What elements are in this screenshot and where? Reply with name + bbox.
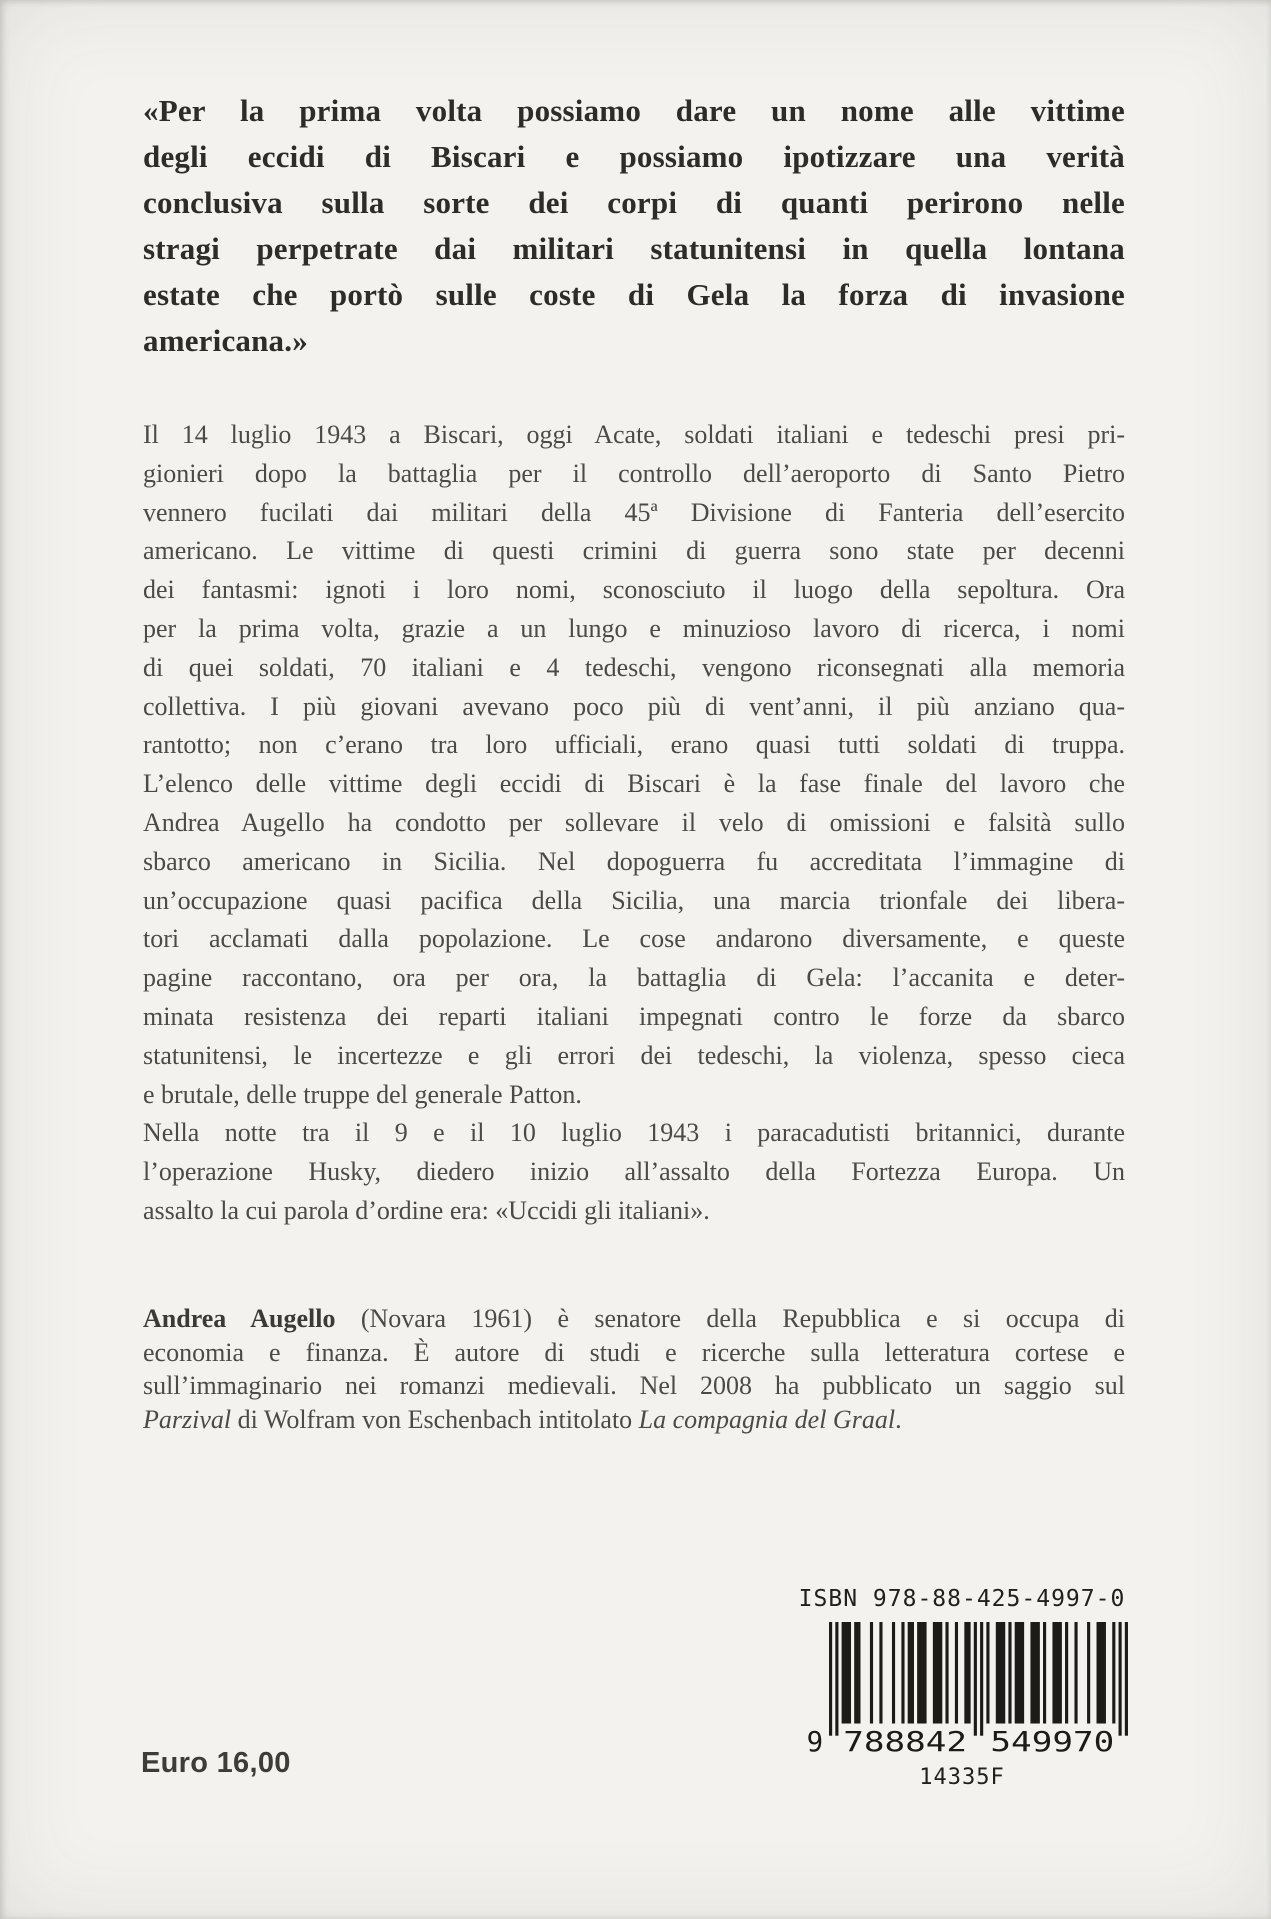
synopsis-line: pagine raccontano, ora per ora, la battaglia di Gela: l’accanita e deter- [143, 963, 1125, 993]
quote-line: degli eccidi di Biscari e possiamo ipotizzare una verità [143, 139, 1125, 174]
synopsis-line: statunitensi, le incertezze e gli errori dei tedeschi, la violenza, spesso cieca [143, 1040, 1125, 1070]
svg-text:788842: 788842 [843, 1726, 968, 1756]
cover-quote [143, 88, 1125, 364]
synopsis-line: americano. Le vittime di questi crimini di guerra sono state per decenni [143, 536, 1125, 566]
svg-text:549970: 549970 [990, 1726, 1115, 1756]
synopsis-line: sbarco americano in Sicilia. Nel dopoguerra fu accreditata l’immagine di [143, 846, 1125, 876]
synopsis-line: Nella notte tra il 9 e il 10 luglio 1943 i paracadutisti britannici, durante [143, 1118, 1125, 1148]
print-code: 14335F [919, 1765, 1005, 1790]
synopsis-line: Andrea Augello ha condotto per sollevare il velo di omissioni e falsità sullo [143, 807, 1125, 837]
bio-line [143, 1302, 1125, 1336]
synopsis-line: di quei soldati, 70 italiani e 4 tedeschi, vengono riconsegnati alla memoria [143, 652, 1125, 682]
quote-line: stragi perpetrate dai militari statunitensi in quella lontana [143, 231, 1125, 266]
synopsis-line: vennero fucilati dai militari della 45ª Divisione di Fanteria dell’esercito [143, 497, 1125, 527]
quote-line: conclusiva sulla sorte dei corpi di quanti perirono nelle [143, 185, 1125, 220]
bio-line: Parzival di Wolfram von Eschenbach intitolato La compagnia del Graal. [143, 1404, 902, 1434]
synopsis-line: e brutale, delle truppe del generale Patton. [143, 1079, 582, 1109]
ean13-barcode [794, 1622, 1130, 1756]
bio-line: sull’immaginario nei romanzi medievali. Nel 2008 ha pubblicato un saggio sul [143, 1371, 1125, 1401]
synopsis-line: collettiva. I più giovani avevano poco più di vent’anni, il più anziano qua- [143, 691, 1125, 721]
synopsis-line: assalto la cui parola d’ordine era: «Uccidi gli italiani». [143, 1195, 710, 1225]
quote-line: americana.» [143, 323, 308, 358]
author-name: Andrea Augello [143, 1304, 336, 1333]
synopsis-line: minata resistenza dei reparti italiani impegnati contro le forze da sbarco [143, 1001, 1125, 1031]
price-label: Euro 16,00 [141, 1747, 291, 1779]
synopsis-line: dei fantasmi: ignoti i loro nomi, sconosciuto il luogo della sepoltura. Ora [143, 575, 1125, 605]
synopsis-line: l’operazione Husky, diedero inizio all’assalto della Fortezza Europa. Un [143, 1157, 1125, 1187]
isbn-label: ISBN 978-88-425-4997-0 [798, 1586, 1126, 1612]
bio-text: (Novara 1961) è senatore della Repubblica e si occupa di [335, 1304, 1125, 1333]
book-title-graal: La compagnia del Graal [638, 1404, 896, 1434]
svg-text:9: 9 [806, 1726, 824, 1756]
synopsis-line: gionieri dopo la battaglia per il controllo dell’aeroporto di Santo Pietro [143, 458, 1125, 488]
bio-line: economia e finanza. È autore di studi e ricerche sulla letteratura cortese e [143, 1337, 1125, 1367]
synopsis-line: tori acclamati dalla popolazione. Le cose andarono diversamente, e queste [143, 924, 1125, 954]
synopsis-line: Il 14 luglio 1943 a Biscari, oggi Acate, soldati italiani e tedeschi presi pri- [143, 420, 1125, 449]
book-title-parzival: Parzival [143, 1404, 232, 1434]
quote-line: estate che portò sulle coste di Gela la forza di invasione [143, 277, 1125, 312]
quote-line: «Per la prima volta possiamo dare un nome alle vittime [143, 93, 1125, 128]
synopsis-line: rantotto; non c’erano tra loro ufficiali, erano quasi tutti soldati di truppa. [143, 730, 1125, 760]
synopsis-line: L’elenco delle vittime degli eccidi di Biscari è la fase finale del lavoro che [143, 769, 1125, 799]
synopsis-line: per la prima volta, grazie a un lungo e minuzioso lavoro di ricerca, i nomi [143, 613, 1125, 643]
synopsis-line: un’occupazione quasi pacifica della Sicilia, una marcia trionfale dei libera- [143, 885, 1125, 915]
synopsis-text [143, 416, 1125, 1231]
barcode-svg [794, 1622, 1130, 1756]
author-bio [143, 1302, 1125, 1436]
